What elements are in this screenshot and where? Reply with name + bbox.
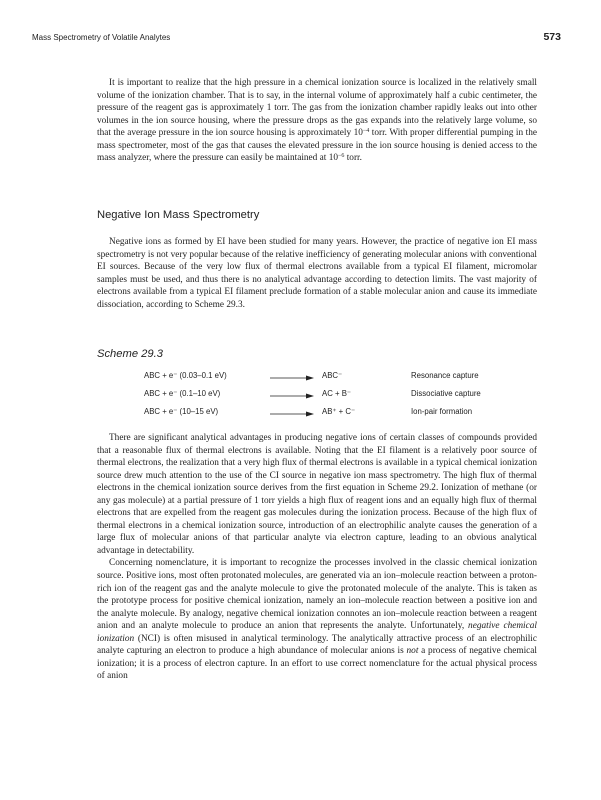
section-paragraph-text: Negative ions as formed by EI have been studied for many years. However, the practice of negative ion EI mass spectrometry is not very popular because of the relative inefficiency of generating molecular anions with conventional EI sources. Because of the very low flux of thermal electrons available from a typical EI filament, micromolar samples must be used, and thus there is no analytical advantage according to detection limits. The vast majority of electrons available from a typical EI filament preclude formation of a stable molecular anion and cause its immediate dissociation, according to Scheme 29.3. (97, 237, 537, 310)
reaction-arrow-icon (270, 393, 314, 399)
nomenclature-text-3: a process of negative chemical ionization; it is a process of electron capture. In an effort to use correct nomenclature for the actual physical process of anion (97, 646, 538, 682)
scheme-row-dissociative (0, 389, 601, 401)
reaction-arrow-icon (270, 375, 314, 381)
section-heading: Negative Ion Mass Spectrometry (97, 209, 260, 221)
nomenclature-text-1: Concerning nomenclature, it is important to recognize the processes involved in the classic chemical ionization source. Positive ions, most often protonated molecules, are generated via an ion–molecule reaction between a proton-rich ion of the reagent gas and the analyte molecule to give the protonated molecule of the analyte. This is taken as the prototype process for positive chemical ionization, namely an ion–molecule reaction between a positive ion and the analyte molecule. By analogy, negative chemical ionization connotes an ion–molecule reaction between a reagent anion and an analyte molecule to produce an anion that represents the analyte. Unfortunately, (97, 558, 537, 632)
scheme-products: ABC⁻ (322, 371, 343, 380)
reaction-arrow-icon (270, 411, 314, 417)
scheme-heading: Scheme 29.3 (97, 348, 163, 360)
running-head-title: Mass Spectrometry of Volatile Analytes (32, 33, 171, 42)
scheme-reactants: ABC + e⁻ (0.1–10 eV) (144, 389, 221, 398)
pressure-exponent-2: −6 (338, 153, 345, 160)
scheme-process: Dissociative capture (411, 389, 481, 398)
intro-text-2: torr. With proper differential pumping in the mass spectrometer, most of the gas that causes the elevated pressure in the ion source housing is denied access to the mass analyzer, where the pressure can easily be maintained at 10 (97, 128, 537, 164)
page-number: 573 (543, 31, 561, 43)
scheme-process: Resonance capture (411, 371, 479, 380)
intro-paragraph (97, 77, 537, 165)
nomenclature-text-2: (NCI) is often misused in analytical terminology. The analytically attractive process of an electrophilic analyte capturing an electron to produce a high abundance of molecular anions is (97, 633, 537, 657)
intro-text-3: torr. (344, 153, 362, 164)
running-head (32, 31, 561, 45)
scheme-process: Ion-pair formation (411, 407, 473, 416)
section-paragraph (97, 236, 537, 311)
main-text-block (97, 432, 537, 683)
scheme-reactants: ABC + e⁻ (0.03–0.1 eV) (144, 371, 227, 380)
pressure-exponent-1: −4 (362, 128, 370, 135)
flux-paragraph: There are significant analytical advantages in producing negative ions of certain classes of compounds provided that a reasonable flux of thermal electrons is available. Noting that the EI filament is a relatively poor source of thermal electrons, the realization that a very high flux of thermal electrons is available in a typical chemical ionization source drew much attention to the use of the CI source in negative ion mass spectrometry. The high flux of thermal electrons in the chemical ionization source derives from the first equation in Scheme 29.2. Ionization of methane (or any gas molecule) at a partial pressure of 1 torr yields a high flux of reagent ions and an equally high flux of thermal electrons that are expelled from the reagent gas molecules during the ionization process. Because of the high flux of thermal electrons in a chemical ionization source, introduction of an electrophilic analyte causes the generation of a large flux of molecular anions of that particular analyte via electron capture, leading to an obvious analytical advantage in detectability. (97, 433, 537, 556)
scheme-row-ion-pair (0, 407, 601, 419)
scheme-products: AC + B⁻ (322, 389, 352, 398)
scheme-reactants: ABC + e⁻ (10–15 eV) (144, 407, 219, 416)
intro-text-1: It is important to realize that the high pressure in a chemical ionization source is localized in the relatively small volume of the ionization chamber. That is to say, in the internal volume of approximately half a cubic centimeter, the pressure of the reagent gas is approximately 1 torr. The gas from the ionization chamber rapidly leaks out into other volumes in the ion source housing, where the pressure drops as the gas expands into the relatively large volume, so that the average pressure in the ion source housing is approximately 10 (97, 78, 537, 139)
nci-term: negative chemical ionization (97, 621, 537, 644)
scheme-products: AB⁺ + C⁻ (322, 407, 356, 416)
scheme-row-resonance (0, 371, 601, 383)
nomenclature-paragraph (97, 557, 537, 682)
emphasis-not: not (406, 646, 419, 657)
